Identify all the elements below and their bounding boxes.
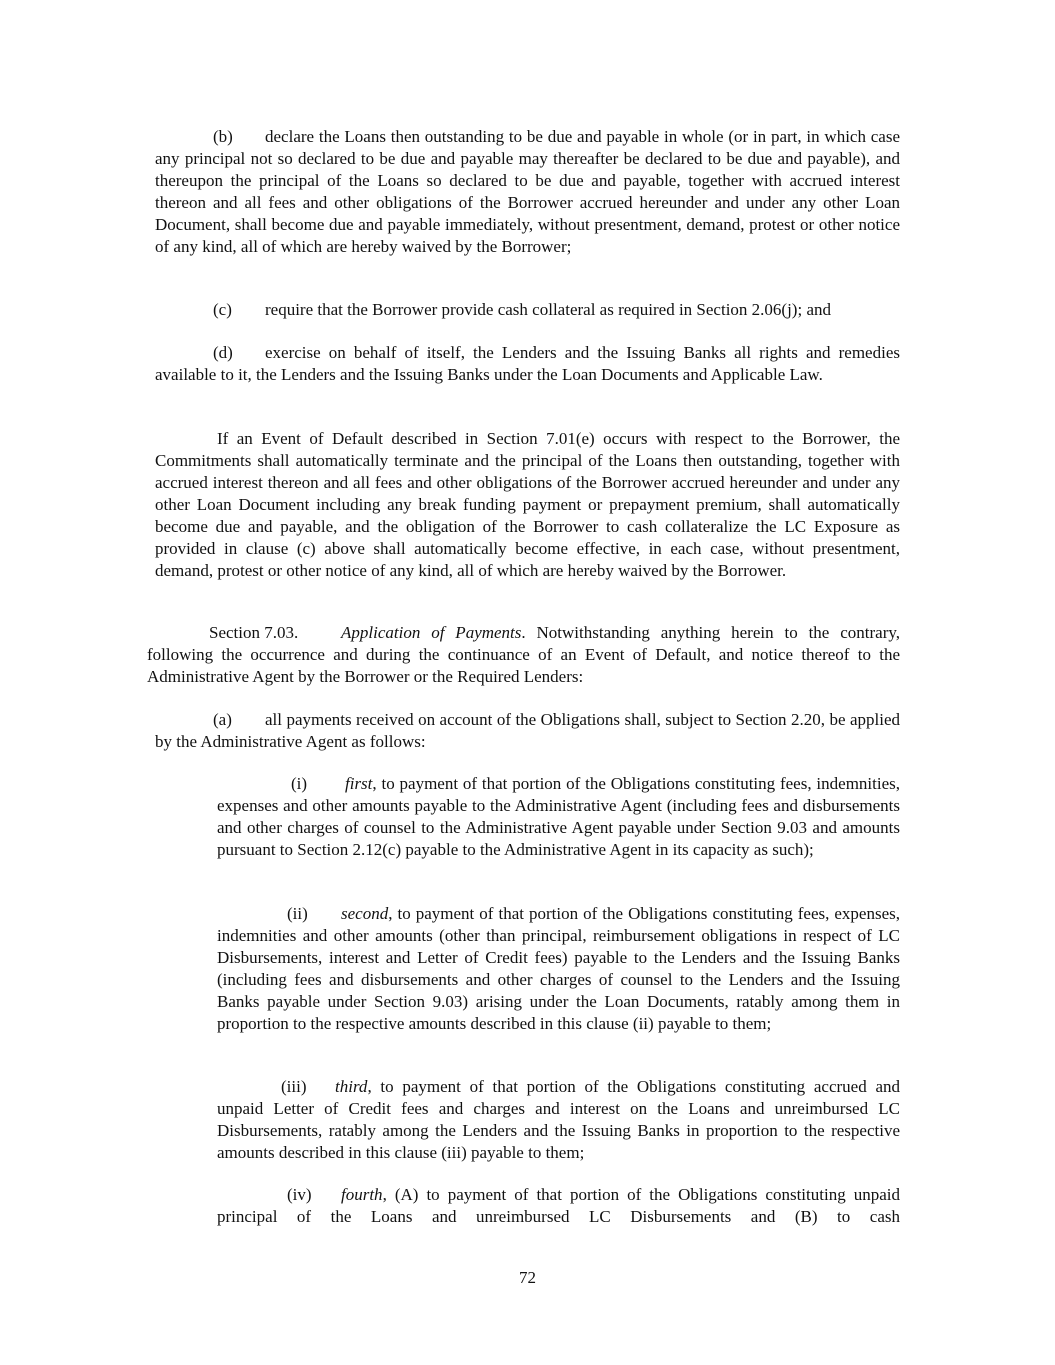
clause-ii-text: , to payment of that portion of the Obligations constituting fees, expenses, indemnities and other amounts (other than principal, reimbursement obligations in respect of LC Disbursements, interest and Letter of Credit fees) payable to the Lenders and the Issuing Banks (including fees and disbursements and other charges of counsel to the Lenders and the Issuing Banks payable under Section 9.03) arising under the Loan Documents, ratably among them in proportion to the respective amounts described in this clause (ii) payable to them; [217, 904, 900, 1033]
clause-i-keyword: first [345, 774, 373, 793]
clause-i-text: , to payment of that portion of the Obligations constituting fees, indemnities, expenses and other amounts payable to the Administrative Agent (including fees and disbursements and other charges of counsel to the Administrative Agent payable under Section 9.03 and amounts pursuant to Section 2.12(c) payable to the Administrative Agent in its capacity as such); [217, 774, 900, 859]
clause-i [217, 773, 900, 861]
clause-a [155, 709, 900, 753]
clause-ii-label: (ii) [287, 904, 308, 923]
clause-d [155, 342, 900, 386]
clause-b-label: (b) [213, 127, 233, 146]
clause-iv [217, 1184, 900, 1228]
section-7-03-title: Application of Payments [341, 623, 522, 642]
page-number: 72 [519, 1268, 536, 1287]
section-7-03-number: Section 7.03. [209, 623, 299, 642]
section-7-03-text: . Notwithstanding anything herein to the contrary, following the occurrence and during the continuance of an Event of Default, and notice thereof to the Administrative Agent by the Borrower or the Required Lenders: [147, 623, 901, 686]
clause-ii [217, 903, 900, 1035]
clause-ii-keyword: second [341, 904, 389, 923]
clause-b-text: declare the Loans then outstanding to be due and payable in whole (or in part, in which case any principal not so declared to be due and payable may thereafter be declared to be due and payable), and thereupon the principal of the Loans so declared to be due and payable, together with accrued interest thereon and all fees and other obligations of the Borrower accrued hereunder and under any other Loan Document, shall become due and payable immediately, without presentment, demand, protest or other notice of any kind, all of which are hereby waived by the Borrower; [155, 127, 900, 256]
clause-iii-text: , to payment of that portion of the Obligations constituting accrued and unpaid Letter of Credit fees and charges and interest on the Loans and unreimbursed LC Disbursements, ratably among the Lenders and the Issuing Banks in proportion to the respective amounts described in this clause (iii) payable to them; [217, 1077, 900, 1162]
clause-c [155, 299, 900, 321]
clause-iv-label: (iv) [287, 1185, 312, 1204]
event-of-default-paragraph: If an Event of Default described in Section 7.01(e) occurs with respect to the Borrower, the Commitments shall automatically terminate and the principal of the Loans then outstanding, together with accrued interest thereon and all fees and other obligations of the Borrower accrued hereunder and under any other Loan Document including any break funding payment or prepayment premium, shall automatically become due and payable, and the obligation of the Borrower to cash collateralize the LC Exposure as provided in clause (c) above shall automatically become effective, in each case, without presentment, demand, protest or other notice of any kind, all of which are hereby waived by the Borrower. [155, 429, 900, 580]
clause-b [155, 126, 900, 258]
clause-iv-text: , (A) to payment of that portion of the Obligations constituting unpaid principal of the Loans and unreimbursed LC Disbursements and (B) to cash [217, 1185, 900, 1226]
clause-iii-label: (iii) [281, 1077, 307, 1096]
clause-a-text: all payments received on account of the Obligations shall, subject to Section 2.20, be applied by the Administrative Agent as follows: [155, 710, 900, 751]
clause-d-label: (d) [213, 343, 233, 362]
clause-c-text: require that the Borrower provide cash collateral as required in Section 2.06(j); and [265, 300, 831, 319]
clause-iii [217, 1076, 900, 1164]
section-7-03-paragraph [147, 622, 900, 688]
clause-d-text: exercise on behalf of itself, the Lenders and the Issuing Banks all rights and remedies available to it, the Lenders and the Issuing Banks under the Loan Documents and Applicable Law. [155, 343, 900, 384]
clause-a-label: (a) [213, 710, 232, 729]
clause-c-label: (c) [213, 300, 232, 319]
clause-iv-keyword: fourth [341, 1185, 383, 1204]
clause-i-label: (i) [291, 774, 308, 793]
clause-iii-keyword: third [335, 1077, 368, 1096]
